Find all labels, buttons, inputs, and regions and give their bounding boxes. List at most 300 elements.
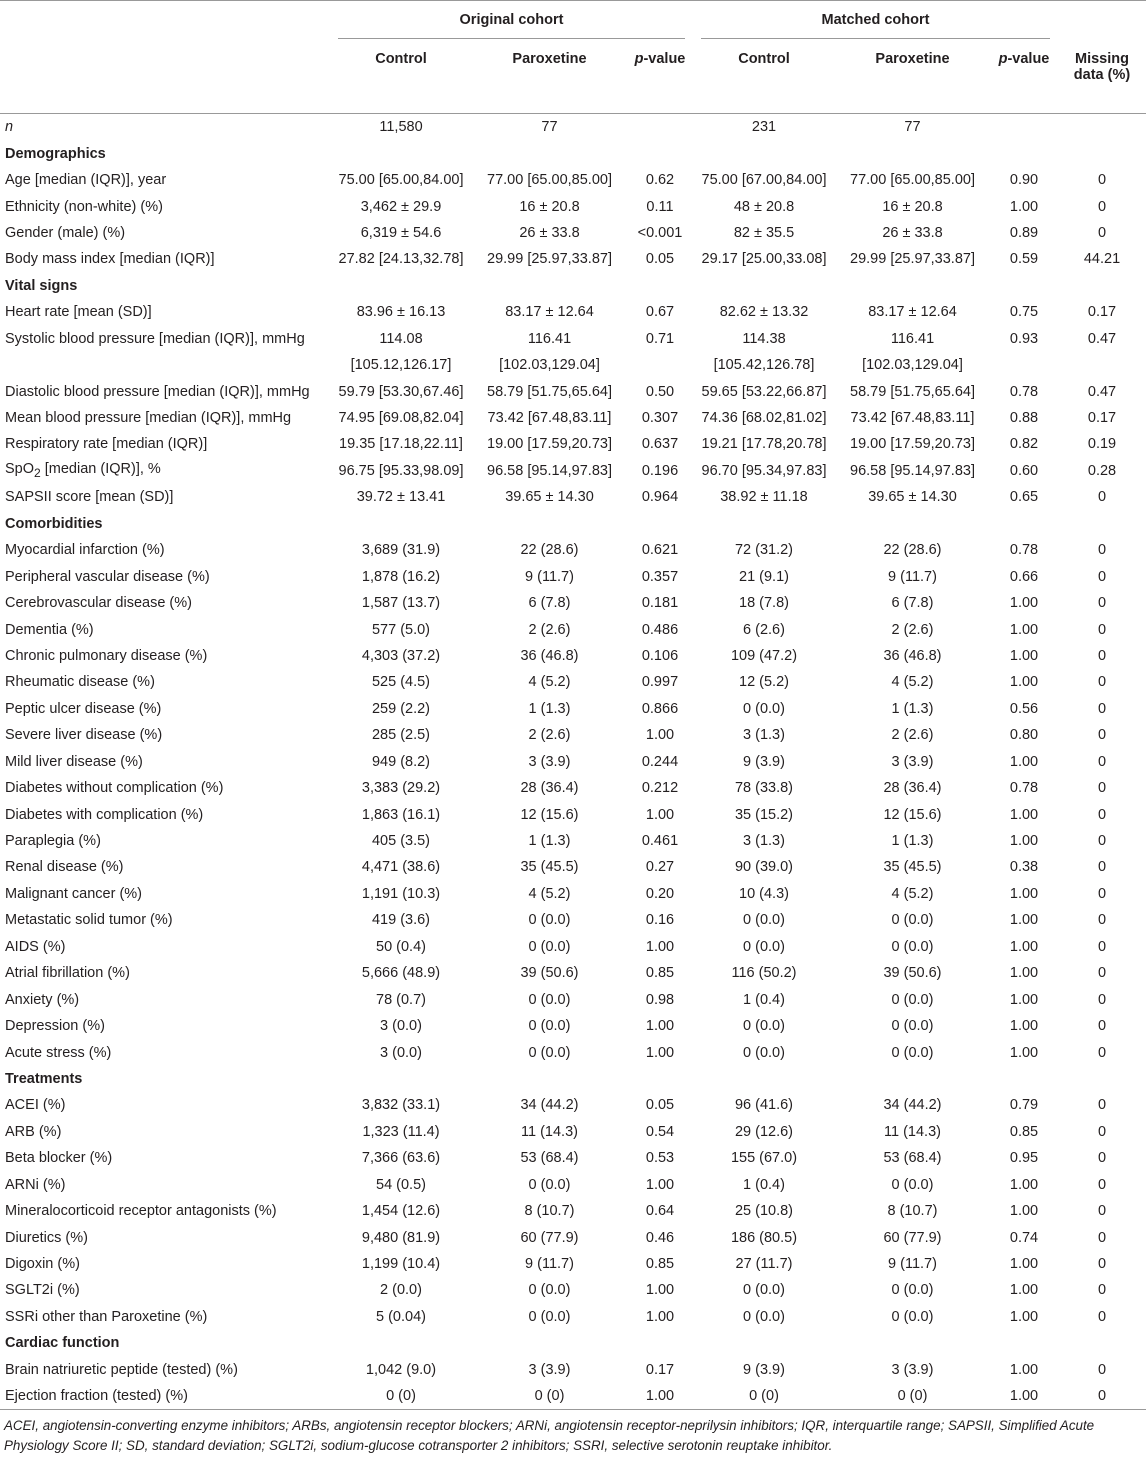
- cell-pvalue-original: 1.00: [645, 1282, 675, 1299]
- cell-paroxetine-matched: 3 (3.9): [891, 1361, 934, 1378]
- cell-pvalue-original: 0.357: [641, 568, 679, 585]
- table-row: [0, 193, 1146, 219]
- cell-paroxetine-original: [102.03,129.04]: [499, 357, 600, 374]
- cell-control-original: 4,471 (38.6): [361, 859, 441, 876]
- section-title: Vital signs: [5, 277, 78, 294]
- table-row: [0, 986, 1146, 1012]
- cell-control-matched: 29 (12.6): [734, 1123, 794, 1140]
- cell-missing-data: 0: [1097, 674, 1107, 691]
- cell-missing-data: 0: [1097, 1123, 1107, 1140]
- cell-paroxetine-matched: 16 ± 20.8: [882, 198, 943, 215]
- cell-paroxetine-matched: 9 (11.7): [888, 568, 937, 585]
- cell-control-original: 7,366 (63.6): [361, 1150, 441, 1167]
- cell-paroxetine-matched: 6 (7.8): [891, 595, 934, 612]
- cell-missing-data: 0: [1097, 542, 1107, 559]
- row-label: Peptic ulcer disease (%): [5, 700, 162, 717]
- cell-paroxetine-matched: 60 (77.9): [883, 1229, 942, 1246]
- row-label: Depression (%): [5, 1018, 105, 1035]
- table-row: [0, 220, 1146, 246]
- cell-pvalue-matched: 0.93: [1009, 330, 1039, 347]
- cell-pvalue-original: 0.71: [645, 330, 675, 347]
- cell-control-matched: 116 (50.2): [731, 965, 797, 982]
- cell-paroxetine-original: 0 (0.0): [528, 1282, 571, 1299]
- cell-paroxetine-matched: 0 (0.0): [891, 938, 934, 955]
- cell-control-matched: 10 (4.3): [739, 885, 789, 902]
- cell-pvalue-original: 0.20: [645, 885, 675, 902]
- cell-control-original: 83.96 ± 16.13: [356, 304, 446, 321]
- cell-missing-data: 0: [1097, 1361, 1107, 1378]
- cell-missing-data: 0.28: [1087, 462, 1117, 479]
- cell-control-matched: 59.65 [53.22,66.87]: [701, 383, 827, 400]
- cell-pvalue-original: 0.621: [641, 542, 679, 559]
- cell-control-original: 949 (8.2): [371, 753, 431, 770]
- cell-pvalue-original: 0.997: [641, 674, 679, 691]
- cell-pvalue-matched: 1.00: [1009, 1044, 1039, 1061]
- cell-pvalue-matched: 1.00: [1009, 1018, 1039, 1035]
- cell-missing-data: 0: [1097, 1256, 1107, 1273]
- row-label: Ejection fraction (tested) (%): [0, 1383, 330, 1410]
- cell-paroxetine-matched: 0 (0.0): [891, 1282, 934, 1299]
- cell-control-matched: 12 (5.2): [739, 674, 789, 691]
- cell-pvalue-matched: 1.00: [1009, 1256, 1039, 1273]
- row-label: Age [median (IQR)], year: [5, 172, 167, 189]
- cell-paroxetine-original: 0 (0.0): [528, 912, 571, 929]
- cell-pvalue-original: 0.53: [645, 1150, 675, 1167]
- cell-control-original: 5 (0.04): [376, 1308, 426, 1325]
- cell-pvalue-matched: 1.00: [1009, 674, 1039, 691]
- cell-pvalue-matched: 0.65: [1009, 489, 1039, 506]
- table-row: [0, 378, 1146, 404]
- cell-pvalue-matched: 0.75: [1009, 304, 1039, 321]
- cell-pvalue-original: 0.964: [641, 489, 679, 506]
- cell-paroxetine-matched: 11 (14.3): [884, 1123, 941, 1140]
- cell-pvalue-matched: 1.00: [1009, 753, 1039, 770]
- row-label: Renal disease (%): [5, 859, 124, 876]
- cell-missing-data: 0.47: [1087, 330, 1117, 347]
- cell-missing-data: 0: [1097, 1203, 1107, 1220]
- cell-missing-data: 0: [1097, 1044, 1107, 1061]
- section-header-row: [0, 1330, 1146, 1356]
- row-label: ARNi (%): [5, 1176, 66, 1193]
- row-label: ARB (%): [5, 1123, 62, 1140]
- cell-paroxetine-matched: 116.41: [890, 330, 935, 347]
- cell-paroxetine-original: 1 (1.3): [528, 833, 571, 850]
- cell-control-matched: 21 (9.1): [739, 568, 789, 585]
- row-label: Mean blood pressure [median (IQR)], mmHg: [5, 410, 292, 427]
- cell-pvalue-matched: 1.00: [1009, 198, 1039, 215]
- cell-paroxetine-original: 77.00 [65.00,85.00]: [487, 172, 612, 189]
- cell-pvalue-matched: 1.00: [1009, 1308, 1039, 1325]
- cell-paroxetine-matched: 35 (45.5): [883, 859, 942, 876]
- cell-pvalue-matched: 0.59: [1009, 251, 1039, 268]
- table-row: [0, 1357, 1146, 1383]
- table-row: [0, 907, 1146, 933]
- cell-pvalue-matched: 1.00: [1009, 938, 1039, 955]
- cell-paroxetine-matched: 0 (0.0): [891, 1308, 934, 1325]
- cell-paroxetine-matched: 1 (1.3): [891, 833, 934, 850]
- table-row: [0, 1145, 1146, 1171]
- cell-control-original: 3,689 (31.9): [361, 542, 441, 559]
- table-row: [0, 1198, 1146, 1224]
- table-row: [0, 405, 1146, 431]
- cell-paroxetine-original: 22 (28.6): [520, 542, 579, 559]
- cell-paroxetine-original: 96.58 [95.14,97.83]: [487, 462, 612, 479]
- cell-control-original: 59.79 [53.30,67.46]: [338, 383, 464, 400]
- table-row: [0, 431, 1146, 457]
- row-label: Body mass index [median (IQR)]: [5, 251, 215, 268]
- cell-control-original: 11,580: [379, 119, 423, 136]
- cell-pvalue-original: 0.46: [645, 1229, 675, 1246]
- cell-pvalue-matched: 0.90: [1009, 172, 1039, 189]
- col-header-control-matched: Control: [693, 39, 835, 114]
- cell-paroxetine-original: 34 (44.2): [520, 1097, 579, 1114]
- cell-control-original: 19.35 [17.18,22.11]: [339, 436, 463, 453]
- cell-control-matched: 0 (0.0): [743, 700, 785, 717]
- cell-control-matched: 78 (33.8): [734, 780, 794, 797]
- row-label: ACEI (%): [5, 1097, 66, 1114]
- cell-missing-data: 0: [1097, 753, 1107, 770]
- row-label: Metastatic solid tumor (%): [5, 912, 173, 929]
- cell-missing-data: 0.19: [1087, 436, 1117, 453]
- cell-control-original: 1,042 (9.0): [365, 1361, 437, 1378]
- table-row: [0, 114, 1146, 141]
- cell-control-matched: 75.00 [67.00,84.00]: [701, 172, 827, 189]
- row-label: Heart rate [mean (SD)]: [5, 304, 152, 321]
- cell-missing-data: 0: [1097, 833, 1107, 850]
- cell-pvalue-original: 0.637: [641, 436, 679, 453]
- cell-pvalue-matched: 0.88: [1009, 410, 1039, 427]
- cell-paroxetine-original: 36 (46.8): [520, 647, 579, 664]
- table-row: [0, 722, 1146, 748]
- table-row: [0, 1172, 1146, 1198]
- cell-paroxetine-original: 77: [541, 119, 558, 136]
- cell-missing-data: 0: [1097, 172, 1107, 189]
- cell-pvalue-original: 0.106: [641, 647, 679, 664]
- col-header-paroxetine-original: Paroxetine: [472, 39, 627, 114]
- cell-paroxetine-original: 0 (0.0): [528, 991, 571, 1008]
- cell-control-matched: 3 (1.3): [743, 833, 785, 850]
- cell-control-matched: 72 (31.2): [734, 542, 794, 559]
- cell-paroxetine-original: 26 ± 33.8: [519, 224, 580, 241]
- cell-missing-data: 0: [1097, 568, 1107, 585]
- cell-missing-data: 0: [1097, 885, 1107, 902]
- cell-control-matched: 0 (0): [693, 1383, 835, 1410]
- row-label: Atrial fibrillation (%): [5, 965, 130, 982]
- cell-control-original: 1,191 (10.3): [361, 885, 441, 902]
- cell-control-original: 1,878 (16.2): [361, 568, 441, 585]
- cell-pvalue-matched: 0.82: [1009, 436, 1039, 453]
- cell-control-original: 39.72 ± 13.41: [356, 489, 446, 506]
- cell-control-matched: 0 (0.0): [743, 938, 785, 955]
- cell-control-original: 6,319 ± 54.6: [360, 224, 442, 241]
- row-label: Rheumatic disease (%): [5, 674, 155, 691]
- cell-paroxetine-matched: 77.00 [65.00,85.00]: [850, 172, 975, 189]
- cell-pvalue-matched: 1.00: [1009, 912, 1039, 929]
- col-header-pvalue-matched: p-value: [990, 39, 1058, 114]
- row-label: Digoxin (%): [5, 1256, 80, 1273]
- cell-pvalue-matched: [990, 352, 1058, 378]
- cell-pvalue-matched: [990, 114, 1058, 141]
- cell-pvalue-original: 0.866: [641, 700, 679, 717]
- cell-control-original: 75.00 [65.00,84.00]: [338, 172, 464, 189]
- cell-paroxetine-matched: 0 (0.0): [891, 912, 934, 929]
- cell-pvalue-original: 1.00: [645, 938, 675, 955]
- cell-paroxetine-matched: 3 (3.9): [891, 753, 934, 770]
- row-label: Ethnicity (non-white) (%): [5, 198, 163, 215]
- cell-pvalue-matched: 0.38: [1009, 859, 1039, 876]
- table-row: [0, 1277, 1146, 1303]
- cell-paroxetine-original: 2 (2.6): [528, 621, 571, 638]
- cell-pvalue-original: 0.196: [641, 462, 679, 479]
- cell-control-matched: 38.92 ± 11.18: [720, 489, 808, 506]
- cell-paroxetine-original: 2 (2.6): [528, 727, 571, 744]
- row-label: Anxiety (%): [5, 991, 80, 1008]
- cell-control-matched: 231: [751, 119, 777, 136]
- cell-control-original: 3 (0.0): [380, 1018, 422, 1035]
- cell-paroxetine-original: 39.65 ± 14.30: [505, 489, 594, 506]
- table-row: [0, 352, 1146, 378]
- cell-missing-data: 0.17: [1087, 304, 1117, 321]
- section-title: Treatments: [5, 1070, 83, 1087]
- cell-pvalue-original: 0.27: [645, 859, 675, 876]
- row-label: SSRi other than Paroxetine (%): [5, 1308, 208, 1325]
- table-row: [0, 1092, 1146, 1118]
- row-label: Mild liver disease (%): [5, 753, 143, 770]
- cell-missing-data: 0: [1097, 1282, 1107, 1299]
- cell-missing-data: 0: [1097, 224, 1107, 241]
- cell-control-matched: 82.62 ± 13.32: [719, 304, 809, 321]
- cell-pvalue-matched: 1.00: [1009, 621, 1039, 638]
- cell-missing-data: 0: [1058, 1383, 1146, 1410]
- row-label: Acute stress (%): [5, 1044, 112, 1061]
- cell-control-matched: 0 (0.0): [743, 1044, 785, 1061]
- cell-control-original: 1,199 (10.4): [361, 1256, 441, 1273]
- cell-paroxetine-original: 0 (0.0): [528, 1308, 571, 1325]
- cell-control-original: 1,323 (11.4): [362, 1123, 440, 1140]
- cell-missing-data: 0: [1097, 780, 1107, 797]
- cell-paroxetine-original: 60 (77.9): [520, 1229, 579, 1246]
- row-label: Mineralocorticoid receptor antagonists (%): [5, 1203, 277, 1220]
- table-row: [0, 854, 1146, 880]
- cell-paroxetine-matched: 2 (2.6): [891, 621, 934, 638]
- cell-control-original: 285 (2.5): [371, 727, 431, 744]
- cell-paroxetine-matched: 58.79 [51.75,65.64]: [850, 383, 975, 400]
- section-header-row: [0, 140, 1146, 166]
- cell-pvalue-original: 0.85: [645, 1256, 675, 1273]
- table-row: [0, 643, 1146, 669]
- cell-paroxetine-matched: 53 (68.4): [883, 1150, 942, 1167]
- cell-pvalue-matched: 0.79: [1009, 1097, 1039, 1114]
- cell-paroxetine-matched: 12 (15.6): [883, 806, 942, 823]
- cell-paroxetine-matched: 2 (2.6): [891, 727, 934, 744]
- cell-control-original: 259 (2.2): [371, 700, 431, 717]
- row-label: Respiratory rate [median (IQR)]: [5, 436, 208, 453]
- cell-missing-data: [1058, 114, 1146, 141]
- table-row: [0, 616, 1146, 642]
- table-row: [0, 458, 1146, 484]
- col-header-pvalue-original: p-value: [627, 39, 693, 114]
- cell-pvalue-matched: 1.00: [1009, 885, 1039, 902]
- cell-paroxetine-original: 6 (7.8): [528, 595, 571, 612]
- row-label: Cerebrovascular disease (%): [5, 595, 192, 612]
- row-label: Systolic blood pressure [median (IQR)], mmHg: [5, 330, 305, 347]
- cell-paroxetine-original: 83.17 ± 12.64: [505, 304, 594, 321]
- cell-pvalue-original: 0.64: [645, 1203, 675, 1220]
- cell-missing-data: 0: [1097, 1018, 1107, 1035]
- cell-paroxetine-original: 0 (0.0): [528, 938, 571, 955]
- group-header-original: Original cohort: [330, 1, 693, 40]
- cell-paroxetine-original: 11 (14.3): [521, 1123, 578, 1140]
- cell-pvalue-original: 0.98: [645, 991, 675, 1008]
- cell-control-original: 1,863 (16.1): [361, 806, 441, 823]
- cell-pvalue-original: 1.00: [627, 1383, 693, 1410]
- table-row: [0, 326, 1146, 352]
- table-row: [0, 1304, 1146, 1330]
- cell-missing-data: 0: [1097, 806, 1107, 823]
- cell-control-original: 114.08: [379, 330, 423, 347]
- row-label: Diastolic blood pressure [median (IQR)], mmHg: [5, 383, 310, 400]
- col-header-missing-data: Missing data (%): [1058, 39, 1146, 114]
- cell-pvalue-matched: 0.78: [1009, 383, 1039, 400]
- cell-pvalue-matched: 1.00: [1009, 1361, 1039, 1378]
- cell-paroxetine-matched: [102.03,129.04]: [862, 357, 963, 374]
- cell-missing-data: 0: [1097, 1150, 1107, 1167]
- cell-control-original: 50 (0.4): [376, 938, 426, 955]
- cell-paroxetine-original: 4 (5.2): [528, 885, 571, 902]
- cell-paroxetine-original: 4 (5.2): [528, 674, 571, 691]
- cell-paroxetine-original: 3 (3.9): [528, 1361, 571, 1378]
- cell-pvalue-matched: 0.78: [1009, 780, 1039, 797]
- cell-pvalue-matched: 1.00: [1009, 595, 1039, 612]
- cell-paroxetine-original: 0 (0): [472, 1383, 627, 1410]
- table-row: [0, 563, 1146, 589]
- cell-pvalue-matched: 1.00: [1009, 965, 1039, 982]
- cell-paroxetine-matched: 28 (36.4): [883, 780, 942, 797]
- cell-control-original: 96.75 [95.33,98.09]: [338, 462, 464, 479]
- cell-paroxetine-matched: 26 ± 33.8: [882, 224, 943, 241]
- cell-pvalue-original: 0.11: [646, 198, 674, 215]
- cell-control-matched: 82 ± 35.5: [733, 224, 795, 241]
- table-row: [0, 669, 1146, 695]
- cell-missing-data: 0: [1097, 647, 1107, 664]
- cell-control-original: 54 (0.5): [376, 1176, 426, 1193]
- cell-control-original: 74.95 [69.08,82.04]: [338, 410, 464, 427]
- cell-paroxetine-original: 29.99 [25.97,33.87]: [487, 251, 612, 268]
- table-row: [0, 934, 1146, 960]
- cell-paroxetine-matched: 4 (5.2): [891, 885, 934, 902]
- cell-control-original: 78 (0.7): [376, 991, 426, 1008]
- cell-paroxetine-original: 0 (0.0): [528, 1176, 571, 1193]
- cell-control-original: 1,454 (12.6): [361, 1203, 441, 1220]
- cell-pvalue-original: 0.181: [641, 595, 679, 612]
- cell-pvalue-original: 1.00: [645, 806, 675, 823]
- cell-paroxetine-original: 35 (45.5): [520, 859, 579, 876]
- cell-paroxetine-matched: 29.99 [25.97,33.87]: [850, 251, 975, 268]
- cell-paroxetine-original: 116.41: [527, 330, 572, 347]
- cell-paroxetine-matched: 8 (10.7): [887, 1203, 938, 1220]
- section-title: Demographics: [5, 145, 106, 162]
- cell-control-matched: 0 (0.0): [743, 1282, 785, 1299]
- cell-control-matched: 25 (10.8): [734, 1203, 794, 1220]
- cell-pvalue-original: 0.05: [645, 251, 675, 268]
- table-row: [0, 1119, 1146, 1145]
- cell-paroxetine-original: 3 (3.9): [528, 753, 571, 770]
- cell-paroxetine-matched: 22 (28.6): [883, 542, 942, 559]
- cell-pvalue-original: 0.461: [641, 833, 679, 850]
- section-header-row: [0, 511, 1146, 537]
- cell-paroxetine-matched: 0 (0.0): [891, 1018, 934, 1035]
- cell-pvalue-matched: 0.60: [1009, 462, 1039, 479]
- table-row: [0, 696, 1146, 722]
- cell-paroxetine-original: 0 (0.0): [528, 1044, 571, 1061]
- cell-pvalue-matched: 1.00: [1009, 1282, 1039, 1299]
- cell-paroxetine-original: 39 (50.6): [520, 965, 579, 982]
- cell-missing-data: 0: [1097, 965, 1107, 982]
- cell-missing-data: 0: [1097, 991, 1107, 1008]
- cell-control-original: 525 (4.5): [371, 674, 431, 691]
- cell-pvalue-matched: 0.74: [1009, 1229, 1039, 1246]
- col-header-control-original: Control: [330, 39, 472, 114]
- row-label: Diabetes without complication (%): [5, 780, 224, 797]
- cell-paroxetine-matched: 0 (0.0): [891, 1176, 934, 1193]
- cell-paroxetine-original: 16 ± 20.8: [519, 198, 580, 215]
- cell-missing-data: 44.21: [1083, 251, 1121, 268]
- table-row: [0, 1224, 1146, 1250]
- cell-pvalue-matched: 1.00: [1009, 806, 1039, 823]
- cell-control-original: 3,832 (33.1): [361, 1097, 441, 1114]
- row-label: Diuretics (%): [5, 1229, 88, 1246]
- cell-pvalue-original: 0.486: [641, 621, 679, 638]
- cell-missing-data: 0.17: [1087, 410, 1117, 427]
- cell-pvalue-original: [627, 114, 693, 141]
- cell-paroxetine-matched: 0 (0.0): [891, 1044, 934, 1061]
- cell-pvalue-original: 0.244: [641, 753, 679, 770]
- cell-pvalue-matched: 1.00: [1009, 647, 1039, 664]
- cell-pvalue-matched: 1.00: [1009, 1203, 1039, 1220]
- table-row: [0, 299, 1146, 325]
- cell-pvalue-original: 0.50: [645, 383, 675, 400]
- cell-paroxetine-original: 28 (36.4): [520, 780, 579, 797]
- cell-control-matched: [105.42,126.78]: [713, 357, 815, 374]
- cell-missing-data: 0: [1097, 595, 1107, 612]
- cell-pvalue-matched: 1.00: [990, 1383, 1058, 1410]
- cell-control-matched: 9 (3.9): [743, 753, 785, 770]
- row-label: Gender (male) (%): [5, 224, 126, 241]
- table-row: [0, 775, 1146, 801]
- cell-control-original: 4,303 (37.2): [361, 647, 441, 664]
- row-label: Severe liver disease (%): [5, 727, 163, 744]
- table-row: [0, 1251, 1146, 1277]
- cell-paroxetine-matched: 36 (46.8): [883, 647, 942, 664]
- cell-pvalue-original: 0.85: [645, 965, 675, 982]
- row-label: Beta blocker (%): [5, 1150, 113, 1167]
- row-label: Chronic pulmonary disease (%): [5, 647, 208, 664]
- cell-control-original: 9,480 (81.9): [361, 1229, 441, 1246]
- cell-pvalue-matched: 0.56: [1009, 700, 1039, 717]
- cell-control-original: 5,666 (48.9): [361, 965, 441, 982]
- cell-missing-data: 0: [1097, 912, 1107, 929]
- section-header-row: [0, 1066, 1146, 1092]
- cell-pvalue-original: 0.16: [645, 912, 675, 929]
- cell-pvalue-original: 1.00: [645, 1176, 675, 1193]
- cell-control-matched: 35 (15.2): [734, 806, 794, 823]
- cell-control-matched: 29.17 [25.00,33.08]: [701, 251, 827, 268]
- cell-pvalue-original: <0.001: [637, 224, 683, 241]
- row-label: SAPSII score [mean (SD)]: [5, 489, 174, 506]
- cell-paroxetine-matched: 0 (0.0): [891, 991, 934, 1008]
- table-row: [0, 881, 1146, 907]
- table-row: [0, 537, 1146, 563]
